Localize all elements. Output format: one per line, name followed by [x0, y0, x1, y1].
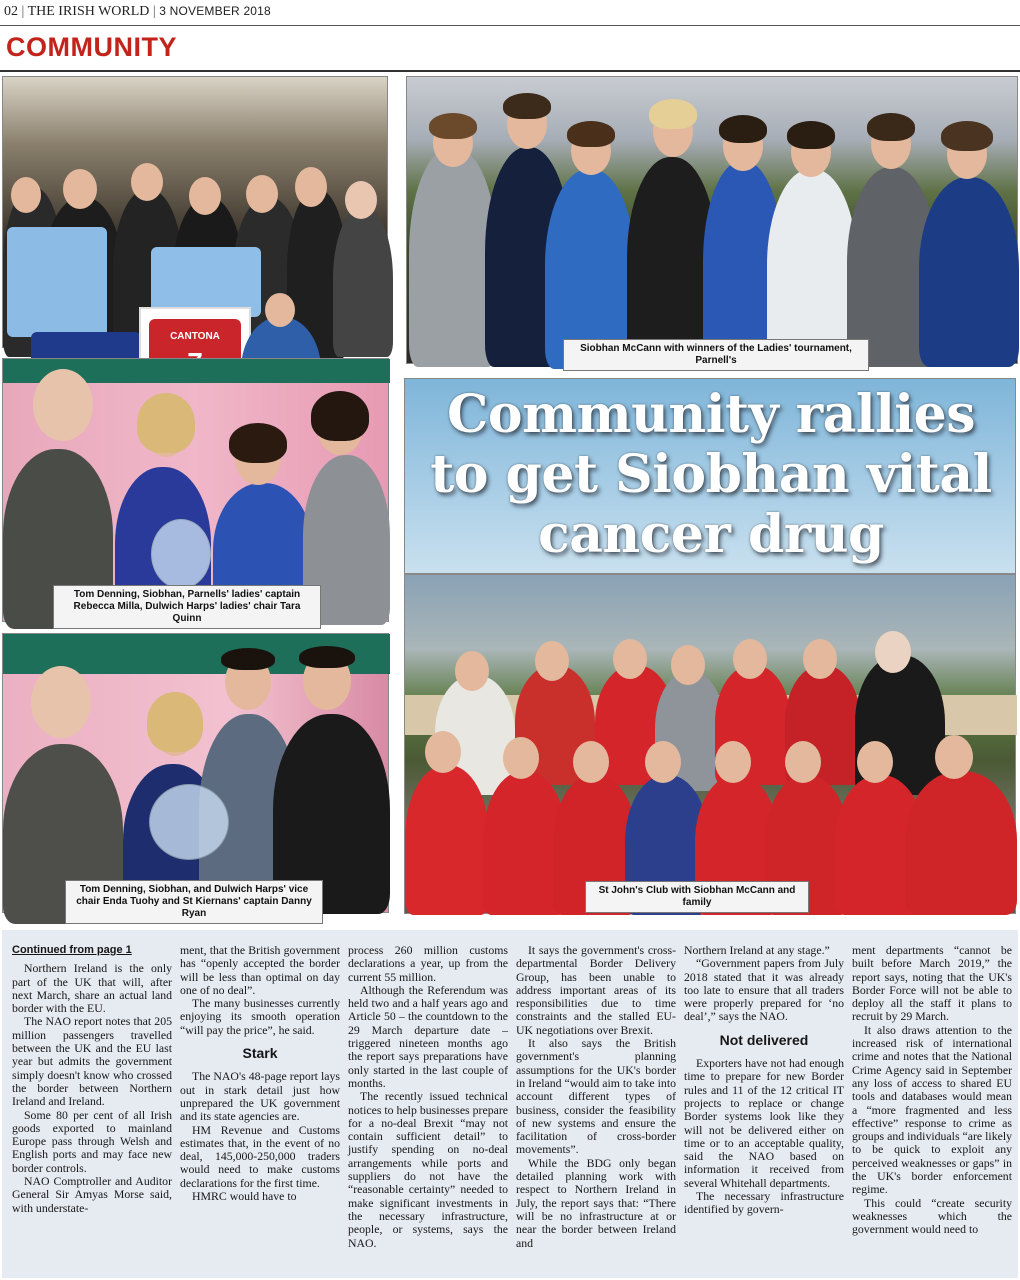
sky-blue-jersey — [7, 227, 107, 337]
person — [333, 207, 393, 357]
headline-line: to get Siobhan vital — [430, 444, 992, 505]
article-column-6 — [852, 944, 1012, 1237]
photo-ladies-tournament — [406, 76, 1018, 364]
article-column-1 — [12, 944, 172, 1215]
article-paragraph: The many businesses currently enjoying its smooth operation “will pay the price”, he said. — [180, 996, 340, 1037]
glass-trophy — [149, 784, 229, 860]
folio-divider — [0, 25, 1020, 26]
person — [409, 147, 497, 367]
article-paragraph: NAO Comptroller and Auditor General Sir Amyas Morse said, with understate- — [12, 1174, 172, 1215]
article-paragraph: Some 80 per cent of all Irish goods exported to mainland Europe pass through Welsh and English ports and may face new border controls. — [12, 1107, 172, 1175]
person — [405, 765, 489, 915]
article-paragraph: “Government papers from July 2018 stated that it was already too late to ensure that all traders were properly prepared for ‘no deal’,” says the NAO. — [684, 956, 844, 1024]
photo-jersey-presentation — [2, 76, 388, 348]
article-paragraph: The necessary infrastructure identified by govern- — [684, 1189, 844, 1217]
photo-st-johns-club — [404, 574, 1016, 914]
page-folio: 02 | THE IRISH WORLD | 3 NOVEMBER 2018 — [4, 4, 271, 19]
publication-name: THE IRISH WORLD — [27, 4, 150, 19]
photo-trophy-handover — [2, 633, 389, 919]
article-paragraph: Although the Referendum was held two and a half years ago and Article 50 – the countdown to the 29 March departure date – triggered nineteen months ago the report says preparations have only started in the last couple of months. — [348, 982, 508, 1090]
section-divider — [0, 70, 1020, 72]
article-column-5 — [684, 944, 844, 1217]
article-paragraph: The NAO report notes that 205 million passengers travelled between the UK and the EU last year but admits the government simply doesn't know who crossed the border between Northern Ireland and Ireland. — [12, 1014, 172, 1109]
headline-line: cancer drug — [538, 504, 884, 565]
page-number: 02 — [4, 4, 18, 19]
article-paragraph: HMRC would have to — [192, 1189, 297, 1204]
article-column-3 — [348, 944, 508, 1250]
person — [919, 177, 1019, 367]
photo-trophy-presentation — [2, 358, 389, 622]
article-subhead: Not delivered — [719, 1031, 809, 1048]
article-paragraph: It also says the British government's planning assumptions for the UK's border in Ireland “would aim to take into account different types of business, consider the feasibility of new systems and ensure the facilitation of cross-border movements”. — [516, 1036, 676, 1157]
article-paragraph: This could “create security weaknesses which the government would need to — [852, 1195, 1012, 1237]
section-title: COMMUNITY — [6, 32, 177, 62]
jersey-name: CANTONA — [170, 331, 220, 342]
article-paragraph: Exporters have not had enough time to prepare for new Border rules and 11 of the 12 critical IT projects to replace or change Border systems look like they will not be delivered either on time or to an acceptable quality, said the NAO based on information it received from several Whitehall departments. — [684, 1056, 844, 1190]
article-column-4 — [516, 944, 676, 1250]
article-paragraph: HM Revenue and Customs estimates that, in the event of no deal, 145,000-250,000 traders would need to make customs declarations for the first time. — [180, 1122, 340, 1190]
photo-caption: Tom Denning, Siobhan, Parnells' ladies' captain Rebecca Milla, Dulwich Harps' ladies' chair Tara Quinn — [53, 585, 321, 629]
issue-date: 3 NOVEMBER 2018 — [159, 4, 271, 18]
article-column-2 — [180, 944, 340, 1203]
article-paragraph: Northern Ireland at any stage.” — [684, 943, 830, 957]
article-paragraph: While the BDG only began detailed planning work with respect to Northern Ireland in July, the report says that: “There will be no infrastructure at or near the border between Ireland and — [516, 1155, 676, 1250]
article-paragraph: ment departments “cannot be built before March 2019,” the report says, noting that the UK's Border Force will not be able to deploy all the staff it plans to recruit by 29 March. — [852, 943, 1012, 1024]
article-paragraph: It also draws attention to the increased risk of international crime and notes that the National Crime Agency said in September any loss of access to shared EU tools and databases would mean a “more fragmented and less effective” response to crime as groups and individuals “are likely to be quick to exploit any perceived weaknesses or gaps” in the UK's border enforcement regime. — [852, 1022, 1012, 1197]
article-paragraph: Northern Ireland is the only part of the UK that will, after next March, share an actual land border with the EU. — [12, 961, 172, 1016]
article-subhead: Stark — [242, 1045, 278, 1062]
photo-caption: Siobhan McCann with winners of the Ladies' tournament, Parnell's — [563, 339, 869, 371]
article-headline — [405, 385, 1017, 565]
article-paragraph: ment, that the British government has “openly accepted the border will be less than optimal on day one of no deal”. — [180, 943, 340, 997]
article-paragraph: process 260 million customs declarations a year, up from the current 55 million. — [348, 943, 508, 984]
article-paragraph: It says the government's cross-departmental Border Delivery Group, has been unable to address important areas of its responsibilities due to time constraints and the stalled EU-UK negotiations over Brexit. — [516, 943, 676, 1037]
article-paragraph: The NAO's 48-page report lays out in stark detail just how unprepared the UK government and its state agencies are. — [180, 1069, 340, 1124]
photo-caption: St John's Club with Siobhan McCann and family — [585, 881, 809, 913]
headline-line: Community rallies — [446, 384, 976, 445]
article-paragraph: The recently issued technical notices to help businesses prepare for a no-deal Brexit “may not contain sufficient detail” to justify spending on no-deal arrangements while ports and suppliers do not have the “reasonable certainty” needed to make significant investments in the necessary infrastructure, people, or systems, says the NAO. — [348, 1089, 508, 1250]
continued-from-label: Continued from page 1 — [12, 944, 132, 956]
glass-trophy — [151, 519, 211, 589]
person — [905, 771, 1017, 915]
photo-caption: Tom Denning, Siobhan, and Dulwich Harps' vice chair Enda Tuohy and St Kiernans' captain Danny Ryan — [65, 880, 323, 924]
headline-panel — [404, 378, 1016, 574]
